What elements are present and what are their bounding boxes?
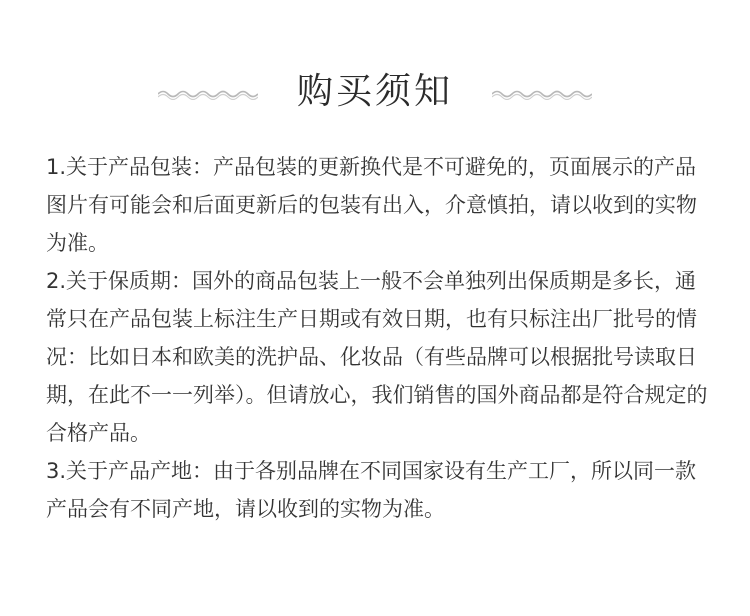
notice-content	[46, 148, 716, 528]
notice-item-shelf-life: 2.关于保质期：国外的商品包装上一般不会单独列出保质期是多长，通常只在产品包装上标注生产日期或有效日期，也有只标注出厂批号的情况：比如日本和欧美的洗护品、化妆品（有些品牌可以根据批号读取日期，在此不一一列举）。但请放心，我们销售的国外商品都是符合规定的合格产品。	[46, 269, 708, 445]
wave-line-icon	[492, 88, 592, 100]
page-title: 购买须知	[296, 71, 453, 112]
notice-header	[0, 62, 750, 122]
notice-item-origin: 3.关于产品产地：由于各别品牌在不同国家设有生产工厂，所以同一款产品会有不同产地，请以收到的实物为准。	[46, 459, 697, 521]
notice-item-packaging: 1.关于产品包装：产品包装的更新换代是不可避免的，页面展示的产品图片有可能会和后面更新后的包装有出入，介意慎拍，请以收到的实物为准。	[46, 155, 697, 255]
